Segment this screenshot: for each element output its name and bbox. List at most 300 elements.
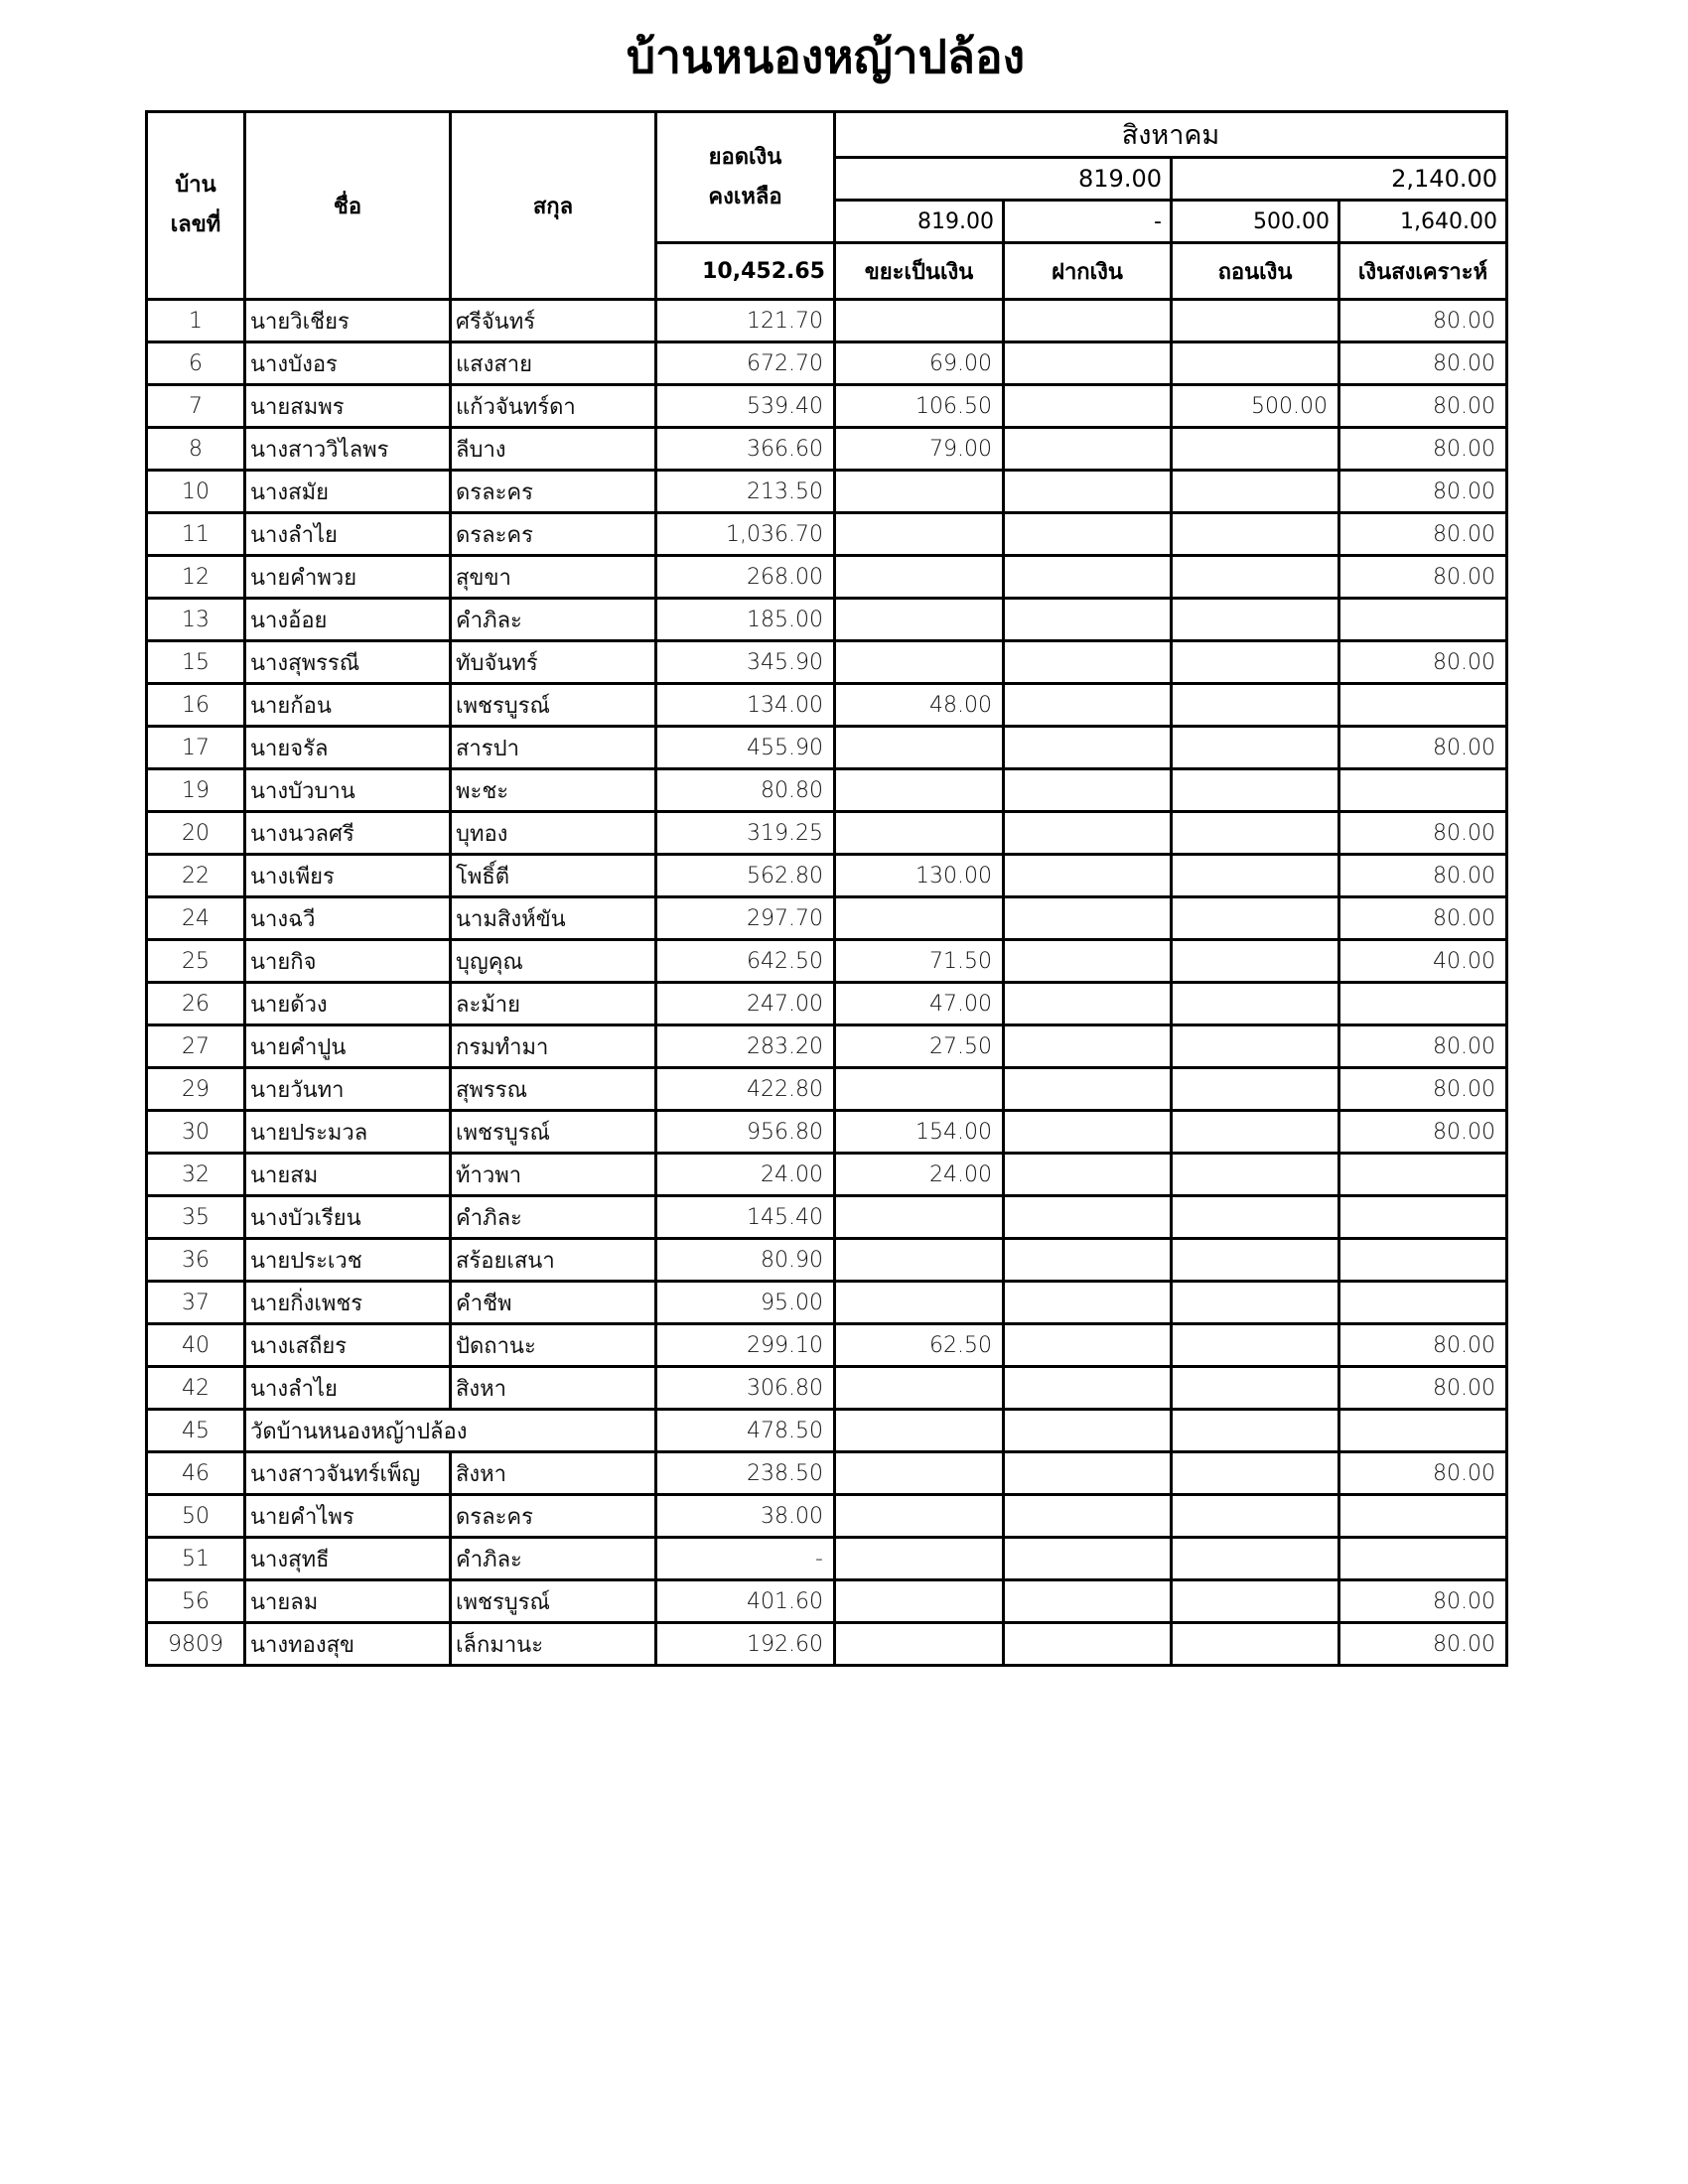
welfare-cell: 80.00 [1339,1580,1507,1623]
withdraw-cell [1172,1538,1339,1580]
balance-cell: 134.00 [656,684,835,727]
deposit-cell [1004,428,1172,471]
deposit-cell [1004,1239,1172,1282]
deposit-cell [1004,983,1172,1025]
surname-cell: แก้วจันทร์ดา [451,385,656,428]
welfare-cell [1339,684,1507,727]
withdraw-cell [1172,513,1339,556]
house-no-cell: 11 [147,513,245,556]
house-no-cell: 19 [147,769,245,812]
name-cell: นางสมัย [245,471,451,513]
surname-cell: สิงหา [451,1452,656,1495]
welfare-cell [1339,1282,1507,1324]
table-row [147,1025,1507,1068]
table-row [147,556,1507,599]
balance-cell: 672.70 [656,342,835,385]
house-no-cell: 56 [147,1580,245,1623]
surname-cell: นามสิงห์ขัน [451,897,656,940]
deposit-cell [1004,300,1172,342]
welfare-cell: 80.00 [1339,342,1507,385]
house-no-cell: 24 [147,897,245,940]
surname-cell: ดรละคร [451,513,656,556]
balance-cell: 642.50 [656,940,835,983]
deposit-cell [1004,1324,1172,1367]
deposit-cell [1004,1495,1172,1538]
surname-cell: กรมทำมา [451,1025,656,1068]
balance-cell: 24.00 [656,1154,835,1196]
header-deposit: ฝากเงิน [1004,243,1172,300]
waste-cell: 48.00 [835,684,1004,727]
col-total-withdraw: 500.00 [1172,201,1339,243]
welfare-cell: 80.00 [1339,641,1507,684]
house-no-cell: 50 [147,1495,245,1538]
house-no-cell: 1 [147,300,245,342]
balance-cell: 283.20 [656,1025,835,1068]
deposit-cell [1004,1111,1172,1154]
group-total-2: 2,140.00 [1172,158,1507,201]
withdraw-cell [1172,1282,1339,1324]
waste-cell [835,1538,1004,1580]
deposit-cell [1004,727,1172,769]
house-no-cell: 20 [147,812,245,855]
welfare-cell: 80.00 [1339,812,1507,855]
withdraw-cell [1172,1580,1339,1623]
deposit-cell [1004,855,1172,897]
waste-cell: 27.50 [835,1025,1004,1068]
house-no-cell: 37 [147,1282,245,1324]
header-balance-line2: คงเหลือ [708,184,782,209]
house-no-cell: 40 [147,1324,245,1367]
balance-cell: 80.80 [656,769,835,812]
surname-cell: เล็กมานะ [451,1623,656,1666]
waste-cell [835,1367,1004,1410]
surname-cell: สารปา [451,727,656,769]
withdraw-cell [1172,641,1339,684]
waste-cell: 47.00 [835,983,1004,1025]
table-row [147,1239,1507,1282]
deposit-cell [1004,1410,1172,1452]
welfare-cell [1339,1196,1507,1239]
surname-cell: คำภิละ [451,1196,656,1239]
welfare-cell [1339,1410,1507,1452]
name-cell: นางสาววิไลพร [245,428,451,471]
house-no-cell: 12 [147,556,245,599]
name-cell: นายคำพวย [245,556,451,599]
name-cell: นายประมวล [245,1111,451,1154]
surname-cell: ศรีจันทร์ [451,300,656,342]
header-month: สิงหาคม [835,112,1507,158]
waste-cell [835,1196,1004,1239]
table-row [147,727,1507,769]
table-row [147,940,1507,983]
withdraw-cell [1172,1025,1339,1068]
table-row [147,1410,1507,1452]
deposit-cell [1004,1452,1172,1495]
withdraw-cell [1172,855,1339,897]
name-cell: นางสุทธี [245,1538,451,1580]
table-row [147,471,1507,513]
name-cell: นายกิ่งเพชร [245,1282,451,1324]
table-row [147,1111,1507,1154]
welfare-cell: 80.00 [1339,300,1507,342]
waste-cell [835,727,1004,769]
surname-cell: ปัดถานะ [451,1324,656,1367]
waste-cell: 79.00 [835,428,1004,471]
surname-cell: คำภิละ [451,599,656,641]
waste-cell: 106.50 [835,385,1004,428]
surname-cell: ดรละคร [451,471,656,513]
deposit-cell [1004,897,1172,940]
withdraw-cell [1172,1068,1339,1111]
name-cell: นางบัวบาน [245,769,451,812]
name-cell: นางฉวี [245,897,451,940]
table-row [147,1282,1507,1324]
waste-cell [835,1495,1004,1538]
deposit-cell [1004,1025,1172,1068]
waste-cell [835,1068,1004,1111]
deposit-cell [1004,641,1172,684]
balance-cell: 366.60 [656,428,835,471]
col-total-welfare: 1,640.00 [1339,201,1507,243]
withdraw-cell [1172,727,1339,769]
waste-cell [835,897,1004,940]
withdraw-cell [1172,897,1339,940]
house-no-cell: 51 [147,1538,245,1580]
balance-cell: 319.25 [656,812,835,855]
withdraw-cell [1172,1495,1339,1538]
header-house-no-line1: บ้าน [175,173,216,198]
deposit-cell [1004,342,1172,385]
welfare-cell [1339,1154,1507,1196]
welfare-cell [1339,1495,1507,1538]
deposit-cell [1004,556,1172,599]
waste-cell [835,471,1004,513]
welfare-cell [1339,1239,1507,1282]
table-row [147,641,1507,684]
header-waste: ขยะเป็นเงิน [835,243,1004,300]
header-welfare: เงินสงเคราะห์ [1339,243,1507,300]
surname-cell: ท้าวพา [451,1154,656,1196]
header-name: ชื่อ [245,112,451,300]
surname-cell: บุญคุณ [451,940,656,983]
house-no-cell: 6 [147,342,245,385]
welfare-cell: 80.00 [1339,727,1507,769]
withdraw-cell [1172,769,1339,812]
name-cell: นางทองสุข [245,1623,451,1666]
surname-cell: คำชีพ [451,1282,656,1324]
table-row [147,1495,1507,1538]
page-title: บ้านหนองหญ้าปล้อง [626,30,1026,83]
table-row [147,513,1507,556]
deposit-cell [1004,1623,1172,1666]
balance-cell: - [656,1538,835,1580]
welfare-cell [1339,1538,1507,1580]
house-no-cell: 26 [147,983,245,1025]
name-cell: นางอ้อย [245,599,451,641]
table-row [147,983,1507,1025]
balance-cell: 95.00 [656,1282,835,1324]
welfare-cell: 80.00 [1339,385,1507,428]
table-row [147,1580,1507,1623]
welfare-cell: 80.00 [1339,513,1507,556]
house-no-cell: 29 [147,1068,245,1111]
header-balance [656,112,835,243]
welfare-cell: 80.00 [1339,855,1507,897]
surname-cell: สร้อยเสนา [451,1239,656,1282]
house-no-cell: 30 [147,1111,245,1154]
surname-cell: สิงหา [451,1367,656,1410]
waste-cell [835,599,1004,641]
name-cell: นางนวลศรี [245,812,451,855]
header-house-no [147,112,245,300]
deposit-cell [1004,1154,1172,1196]
balance-cell: 80.90 [656,1239,835,1282]
header-withdraw: ถอนเงิน [1172,243,1339,300]
withdraw-cell [1172,1111,1339,1154]
withdraw-cell [1172,684,1339,727]
welfare-cell [1339,599,1507,641]
welfare-cell: 80.00 [1339,1452,1507,1495]
surname-cell: สุขขา [451,556,656,599]
waste-cell [835,1580,1004,1623]
balance-cell: 38.00 [656,1495,835,1538]
withdraw-cell [1172,300,1339,342]
table-row [147,1324,1507,1367]
withdraw-cell [1172,983,1339,1025]
surname-cell: ทับจันทร์ [451,641,656,684]
table-row [147,855,1507,897]
name-cell: นายด้วง [245,983,451,1025]
withdraw-cell [1172,940,1339,983]
balance-cell: 238.50 [656,1452,835,1495]
waste-cell [835,300,1004,342]
withdraw-cell [1172,1324,1339,1367]
welfare-cell: 80.00 [1339,556,1507,599]
table-row [147,897,1507,940]
ledger-rows [147,300,1507,1666]
name-cell: นายสม [245,1154,451,1196]
table-row [147,1154,1507,1196]
surname-cell: ดรละคร [451,1495,656,1538]
header-row-month [147,112,1507,158]
name-cell: นางเสถียร [245,1324,451,1367]
surname-cell: แสงสาย [451,342,656,385]
surname-cell: ละม้าย [451,983,656,1025]
deposit-cell [1004,385,1172,428]
waste-cell [835,1282,1004,1324]
table-row [147,684,1507,727]
surname-cell: ลีบาง [451,428,656,471]
deposit-cell [1004,1367,1172,1410]
surname-cell: พะชะ [451,769,656,812]
deposit-cell [1004,684,1172,727]
deposit-cell [1004,1282,1172,1324]
header-surname: สกุล [451,112,656,300]
name-cell: นางบังอร [245,342,451,385]
withdraw-cell [1172,556,1339,599]
withdraw-cell [1172,1410,1339,1452]
balance-cell: 213.50 [656,471,835,513]
house-no-cell: 8 [147,428,245,471]
name-cell: นางลำไย [245,1367,451,1410]
balance-cell: 145.40 [656,1196,835,1239]
waste-cell: 24.00 [835,1154,1004,1196]
deposit-cell [1004,940,1172,983]
deposit-cell [1004,1068,1172,1111]
house-no-cell: 46 [147,1452,245,1495]
savings-ledger-table [145,110,1508,1667]
welfare-cell: 80.00 [1339,1111,1507,1154]
waste-cell [835,1452,1004,1495]
withdraw-cell [1172,1452,1339,1495]
deposit-cell [1004,769,1172,812]
table-row [147,812,1507,855]
name-cell: นางสาวจันทร์เพ็ญ [245,1452,451,1495]
deposit-cell [1004,471,1172,513]
deposit-cell [1004,1538,1172,1580]
waste-cell [835,1239,1004,1282]
balance-cell: 299.10 [656,1324,835,1367]
name-cell: นางลำไย [245,513,451,556]
balance-cell: 422.80 [656,1068,835,1111]
surname-cell: สุพรรณ [451,1068,656,1111]
house-no-cell: 35 [147,1196,245,1239]
house-no-cell: 9809 [147,1623,245,1666]
name-cell: นายคำปูน [245,1025,451,1068]
withdraw-cell [1172,1623,1339,1666]
col-total-deposit: - [1004,201,1172,243]
name-cell: นายลม [245,1580,451,1623]
house-no-cell: 13 [147,599,245,641]
name-cell: นางสุพรรณี [245,641,451,684]
table-row [147,1623,1507,1666]
welfare-cell [1339,983,1507,1025]
name-cell: นายประเวช [245,1239,451,1282]
withdraw-cell [1172,342,1339,385]
table-row [147,599,1507,641]
waste-cell [835,1410,1004,1452]
balance-cell: 478.50 [656,1410,835,1452]
balance-cell: 268.00 [656,556,835,599]
deposit-cell [1004,513,1172,556]
welfare-cell: 80.00 [1339,1367,1507,1410]
name-cell: วัดบ้านหนองหญ้าปล้อง [245,1410,656,1452]
waste-cell [835,556,1004,599]
table-row [147,1538,1507,1580]
table-row [147,1452,1507,1495]
balance-cell: 1,036.70 [656,513,835,556]
house-no-cell: 25 [147,940,245,983]
balance-cell: 297.70 [656,897,835,940]
withdraw-cell: 500.00 [1172,385,1339,428]
surname-cell: เพชรบูรณ์ [451,1111,656,1154]
welfare-cell: 80.00 [1339,1068,1507,1111]
withdraw-cell [1172,471,1339,513]
balance-cell: 247.00 [656,983,835,1025]
balance-cell: 185.00 [656,599,835,641]
withdraw-cell [1172,428,1339,471]
balance-cell: 306.80 [656,1367,835,1410]
withdraw-cell [1172,812,1339,855]
balance-cell: 455.90 [656,727,835,769]
house-no-cell: 22 [147,855,245,897]
waste-cell: 69.00 [835,342,1004,385]
withdraw-cell [1172,1367,1339,1410]
waste-cell [835,1623,1004,1666]
house-no-cell: 16 [147,684,245,727]
table-row [147,385,1507,428]
house-no-cell: 32 [147,1154,245,1196]
name-cell: นายวิเชียร [245,300,451,342]
house-no-cell: 17 [147,727,245,769]
withdraw-cell [1172,599,1339,641]
waste-cell: 154.00 [835,1111,1004,1154]
surname-cell: คำภิละ [451,1538,656,1580]
house-no-cell: 7 [147,385,245,428]
welfare-cell: 40.00 [1339,940,1507,983]
waste-cell: 71.50 [835,940,1004,983]
name-cell: นางบัวเรียน [245,1196,451,1239]
deposit-cell [1004,599,1172,641]
name-cell: นายคำไพร [245,1495,451,1538]
name-cell: นายจรัล [245,727,451,769]
welfare-cell: 80.00 [1339,897,1507,940]
name-cell: นางเพียร [245,855,451,897]
table-row [147,300,1507,342]
waste-cell: 62.50 [835,1324,1004,1367]
withdraw-cell [1172,1154,1339,1196]
welfare-cell [1339,769,1507,812]
table-row [147,342,1507,385]
deposit-cell [1004,1580,1172,1623]
house-no-cell: 15 [147,641,245,684]
waste-cell: 130.00 [835,855,1004,897]
house-no-cell: 42 [147,1367,245,1410]
surname-cell: เพชรบูรณ์ [451,684,656,727]
balance-cell: 345.90 [656,641,835,684]
balance-total: 10,452.65 [656,243,835,300]
name-cell: นายก้อน [245,684,451,727]
waste-cell [835,513,1004,556]
table-row [147,428,1507,471]
house-no-cell: 36 [147,1239,245,1282]
balance-cell: 121.70 [656,300,835,342]
balance-cell: 562.80 [656,855,835,897]
balance-cell: 401.60 [656,1580,835,1623]
name-cell: นายสมพร [245,385,451,428]
welfare-cell: 80.00 [1339,428,1507,471]
name-cell: นายวันทา [245,1068,451,1111]
surname-cell: โพธิ์ตี [451,855,656,897]
balance-cell: 956.80 [656,1111,835,1154]
group-total-1: 819.00 [835,158,1172,201]
surname-cell: เพชรบูรณ์ [451,1580,656,1623]
deposit-cell [1004,812,1172,855]
header-house-no-line2: เลขที่ [170,212,221,237]
welfare-cell: 80.00 [1339,471,1507,513]
waste-cell [835,641,1004,684]
deposit-cell [1004,1196,1172,1239]
name-cell: นายกิจ [245,940,451,983]
balance-cell: 192.60 [656,1623,835,1666]
waste-cell [835,769,1004,812]
withdraw-cell [1172,1196,1339,1239]
house-no-cell: 45 [147,1410,245,1452]
surname-cell: บุทอง [451,812,656,855]
waste-cell [835,812,1004,855]
table-row [147,769,1507,812]
welfare-cell: 80.00 [1339,1324,1507,1367]
